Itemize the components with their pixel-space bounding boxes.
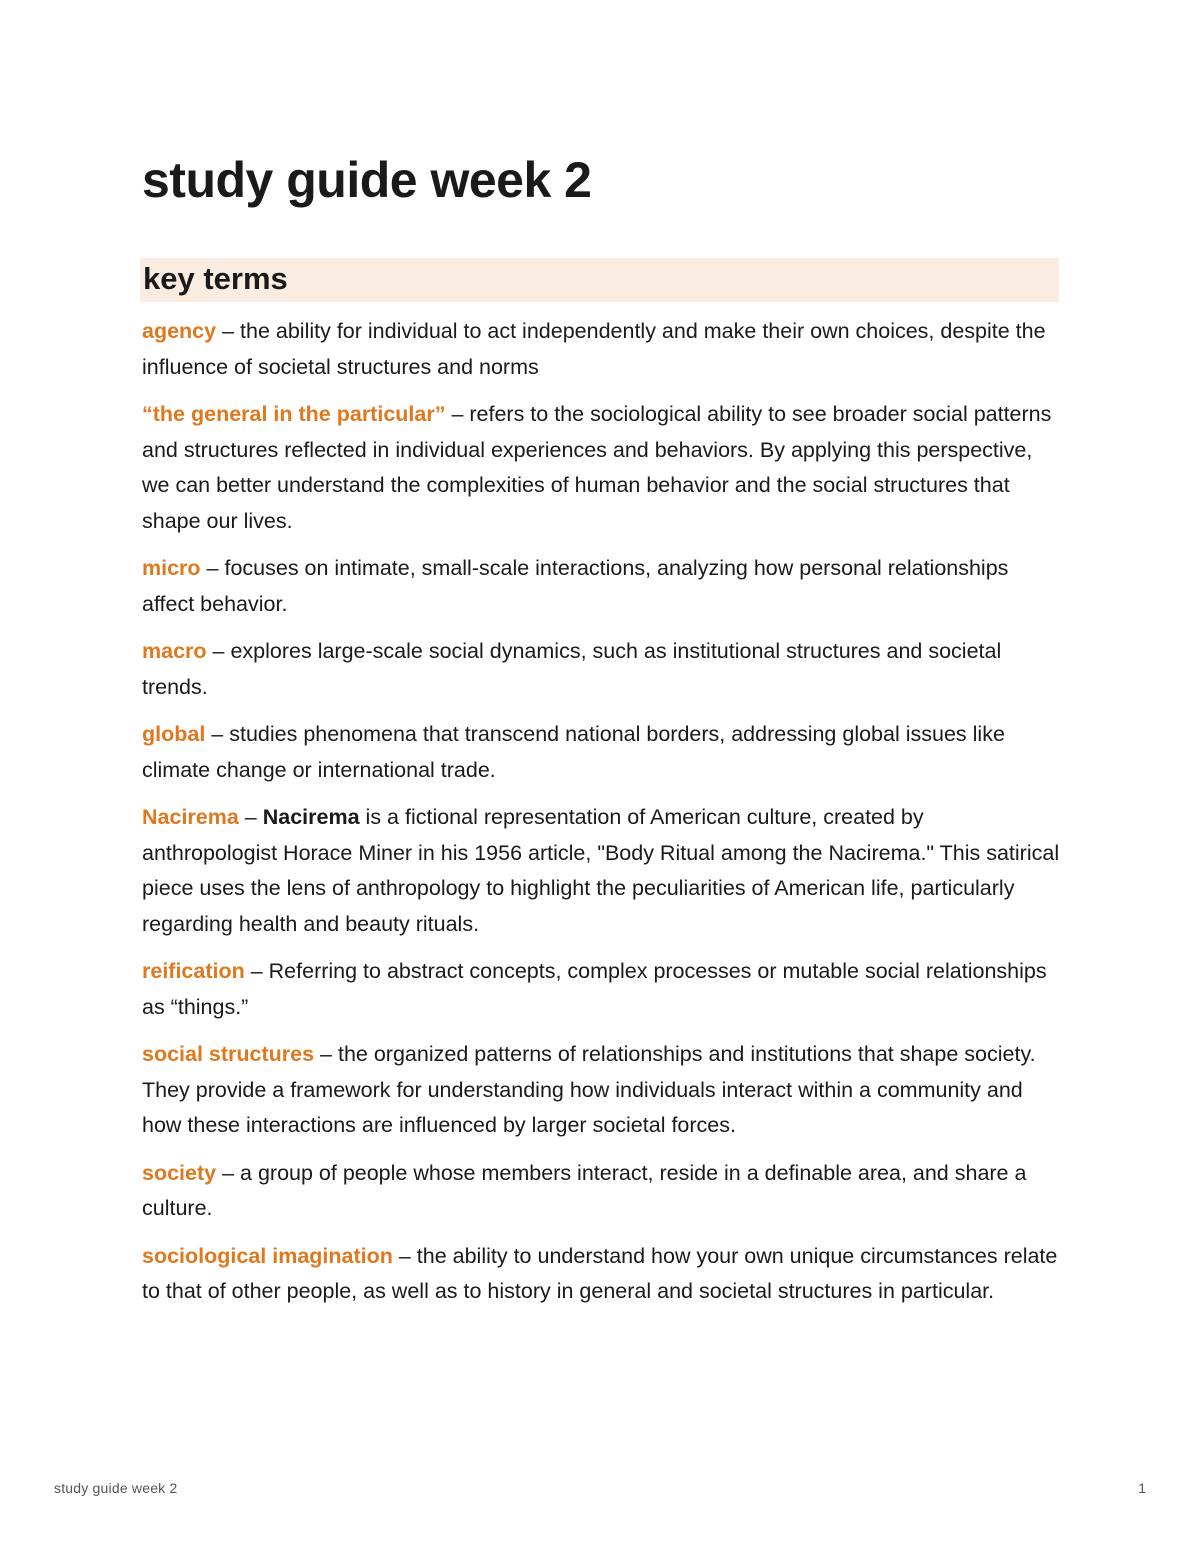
term-separator: – xyxy=(445,402,470,426)
term-name: reification xyxy=(142,959,245,983)
term-micro xyxy=(142,551,1062,622)
term-separator: – xyxy=(314,1042,338,1066)
section-heading-key-terms: key terms xyxy=(140,258,1059,302)
term-name: micro xyxy=(142,556,201,580)
term-name: social structures xyxy=(142,1042,315,1066)
term-definition: the organized patterns of relationships and institutions that shape society. They provide a framework for understanding how individuals interact within a community and how these interactions are influenced by larger societal forces. xyxy=(142,1042,1036,1137)
footer-document-title: study guide week 2 xyxy=(54,1480,178,1496)
term-name: society xyxy=(142,1160,217,1185)
term-name: agency xyxy=(142,319,217,343)
term-definition: the ability for individual to act independently and make their own choices, despite the influence of societal structures and norms xyxy=(142,319,1046,379)
term-separator: – xyxy=(392,1243,417,1268)
term-agency xyxy=(142,314,1062,385)
term-definition: refers to the sociological ability to see broader social patterns and structures reflected in individual experiences and behaviors. By applying this perspective, we can better understand the complexities of human behavior and the social structures that shape our lives. xyxy=(142,402,1052,533)
term-definition: Referring to abstract concepts, complex processes or mutable social relationships as “things.” xyxy=(142,959,1047,1019)
key-terms-list xyxy=(142,314,1062,1322)
term-name: Nacirema xyxy=(142,805,239,829)
term-separator: – xyxy=(238,805,263,829)
term-separator: – xyxy=(216,1160,241,1185)
term-society xyxy=(142,1156,1062,1227)
term-definition: focuses on intimate, small-scale interactions, analyzing how personal relationships affect behavior. xyxy=(142,556,1009,616)
term-definition-bold: Nacirema xyxy=(262,805,360,829)
term-definition: explores large-scale social dynamics, such as institutional structures and societal trends. xyxy=(142,639,1002,699)
footer-page-number: 1 xyxy=(1138,1480,1146,1496)
term-name: global xyxy=(142,722,206,746)
term-separator: – xyxy=(206,639,231,663)
term-name: sociological imagination xyxy=(142,1243,393,1268)
term-definition: is a fictional representation of American culture, created by anthropologist Horace Miner in his 1956 article, "Body Ritual among the Nacirema." This satirical piece uses the lens of anthropology to highlight the peculiarities of American life, particularly regarding health and beauty rituals. xyxy=(142,805,1060,936)
page-title: study guide week 2 xyxy=(142,152,592,208)
term-separator: – xyxy=(216,319,241,343)
term-definition: the ability to understand how your own unique circumstances relate to that of other people, as well as to history in general and societal structures in particular. xyxy=(142,1243,1058,1303)
term-definition: studies phenomena that transcend national borders, addressing global issues like climate change or international trade. xyxy=(142,722,1005,782)
term-global xyxy=(142,717,1062,788)
term-reification xyxy=(142,954,1062,1025)
term-separator: – xyxy=(200,556,225,580)
term-separator: – xyxy=(205,722,230,746)
term-social-structures xyxy=(142,1037,1062,1144)
term-definition: a group of people whose members interact, reside in a definable area, and share a culture. xyxy=(142,1160,1027,1220)
term-macro xyxy=(142,634,1062,705)
term-nacirema xyxy=(142,800,1062,942)
term-general-in-particular xyxy=(142,397,1062,539)
term-name: “the general in the particular” xyxy=(142,402,446,426)
term-sociological-imagination xyxy=(142,1239,1062,1310)
term-separator: – xyxy=(244,959,269,983)
term-name: macro xyxy=(142,639,207,663)
